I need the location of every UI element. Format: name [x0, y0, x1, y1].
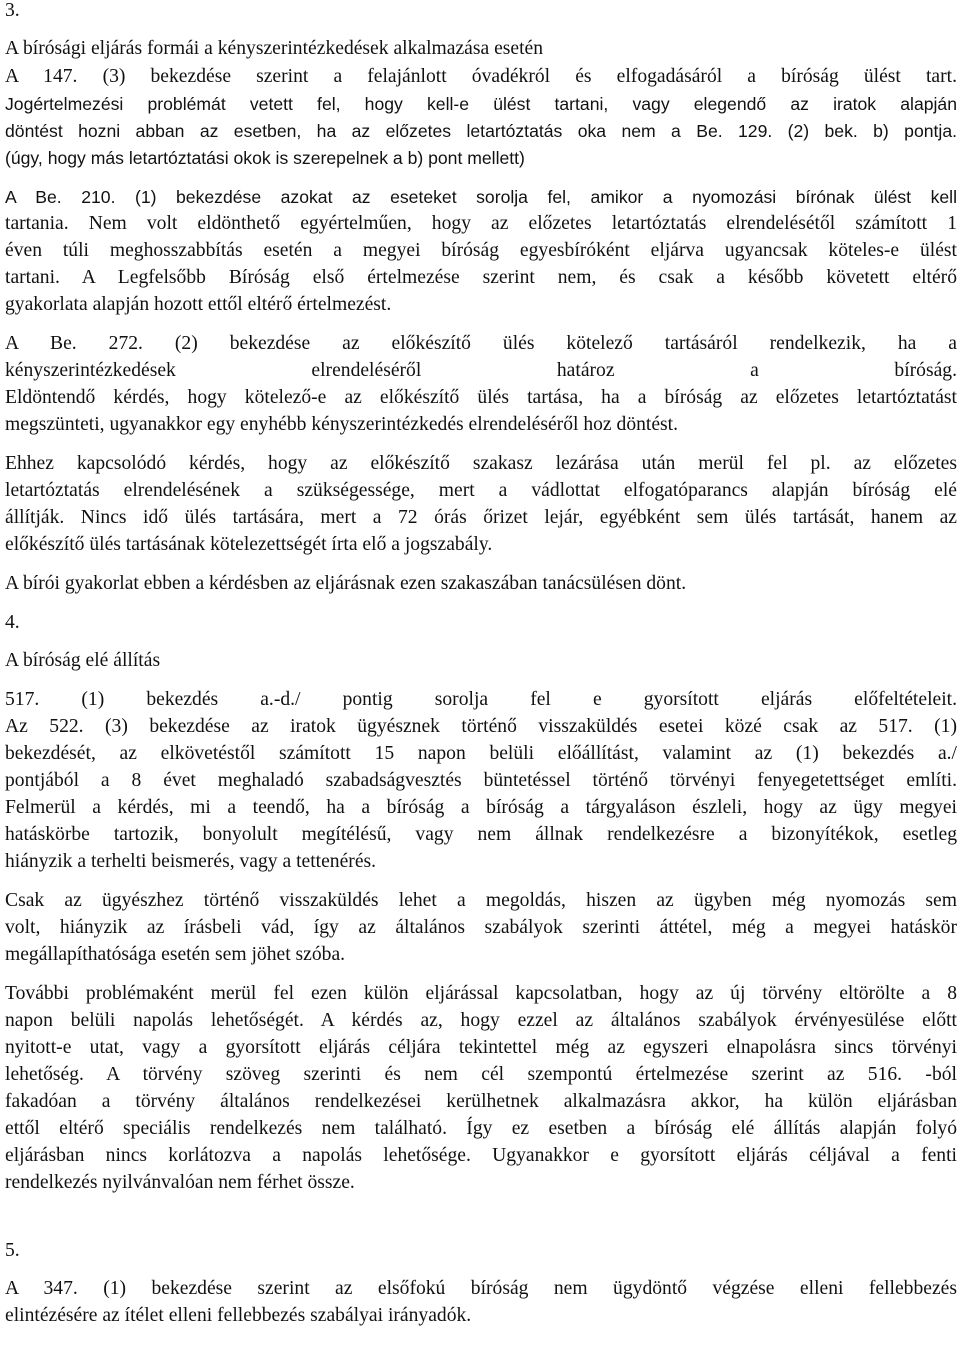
text-line: döntést hozni abban az esetben, ha az előzetes letartóztatás oka nem a Be. 129. (2) bek. b) pontja. — [5, 121, 957, 141]
text-line: állítják. Nincs idő ülés tartására, mert a 72 órás őrizet lejár, egyébként sem ülés tartását, hanem az — [5, 507, 957, 528]
section-4-heading: A bíróság elé állítás — [5, 650, 161, 671]
text-line: (úgy, hogy más letartóztatási okok is szerepelnek a b) pont mellett) — [5, 148, 525, 168]
text-line: tartania. Nem volt eldönthető egyértelműen, hogy az előzetes letartóztatás elrendelésétől számított 1 — [5, 213, 957, 234]
text-line: pontjából a 8 évet meghaladó szabadságvesztés büntetéssel történő törvényi fenyegetettséget említi. — [5, 770, 957, 791]
text-line: hatáskörbe tartozik, bonyolult megítélésű, vagy nem állnak rendelkezésre a bizonyítékok, esetleg — [5, 824, 957, 845]
text-line: bekezdését, az elkövetéstől számított 15 napon belüli előállítást, valamint az (1) bekezdés a./ — [5, 743, 957, 764]
text-line: Eldöntendő kérdés, hogy kötelező-e az előkészítő ülés tartása, ha a bíróság az előzetes letartóztatást — [5, 387, 957, 408]
text-line: Csak az ügyészhez történő visszaküldés lehet a megoldás, hiszen az ügyben még nyomozás sem — [5, 890, 957, 911]
text-line: rendelkezés nyilvánvalóan nem férhet össze. — [5, 1172, 355, 1193]
text-line: További problémaként merül fel ezen külön eljárással kapcsolatban, hogy az új törvény eltörölte a 8 — [5, 983, 957, 1004]
text-line: eljárásban nincs korlátozva a napolás lehetősége. Ugyanakkor e gyorsított eljárás céljával a fenti — [5, 1145, 957, 1166]
text-line: A Be. 210. (1) bekezdése azokat az eseteket sorolja fel, amikor a nyomozási bírónak ülést kell — [5, 187, 957, 207]
text-line: hiányzik a terhelti beismerés, vagy a tettenérés. — [5, 851, 377, 872]
text-line: napon belüli napolás lehetőségét. A kérdés az, hogy ezzel az általános szabályok érvényesülése előtt — [5, 1010, 957, 1031]
text-line: volt, hiányzik az írásbeli vád, így az általános szabályok szerinti áttétel, még a megyei hatáskör — [5, 917, 957, 938]
text-line: lehetőség. A törvény szöveg szerinti és nem cél szempontú értelmezése szerint az 516. -ból — [5, 1064, 957, 1085]
section-3-number: 3. — [5, 0, 20, 21]
text-line: 517. (1) bekezdés a.-d./ pontig sorolja fel e gyorsított eljárás előfeltételeit. — [5, 689, 957, 710]
text-line: gyakorlata alapján hozott ettől eltérő értelmezést. — [5, 294, 392, 315]
text-line: megszünteti, ugyanakkor egy enyhébb kényszerintézkedés elrendeléséről hoz döntést. — [5, 414, 679, 435]
text-line: éven túli meghosszabbítás esetén a megyei bíróság egyesbíróként eljárva ugyancsak köteles-e ülést — [5, 240, 957, 261]
text-line: megállapíthatósága esetén sem jöhet szóba. — [5, 944, 346, 965]
section-4-number: 4. — [5, 612, 20, 633]
text-line: tartani. A Legfelsőbb Bíróság első értelmezése szerint nem, és csak a később követett eltérő — [5, 267, 957, 288]
text-line: elintézésére az ítélet elleni fellebbezés szabályai irányadók. — [5, 1305, 472, 1326]
text-line: kényszerintézkedések elrendeléséről határoz a bíróság. — [5, 360, 957, 381]
text-line: A Be. 272. (2) bekezdése az előkészítő ülés kötelező tartásáról rendelkezik, ha a — [5, 333, 957, 354]
text-line: letartóztatás elrendelésének a szükségessége, mert a vádlottat elfogatóparancs alapján bíróság elé — [5, 480, 957, 501]
section-5-number: 5. — [5, 1240, 20, 1261]
text-line: A bírói gyakorlat ebben a kérdésben az eljárásnak ezen szakaszában tanácsülésen dönt. — [5, 573, 687, 594]
text-line: A 147. (3) bekezdése szerint a felajánlott óvadékról és elfogadásáról a bíróság ülést tart. — [5, 66, 957, 87]
section-3-heading: A bírósági eljárás formái a kényszerintézkedések alkalmazása esetén — [5, 38, 544, 59]
text-line: Ehhez kapcsolódó kérdés, hogy az előkészítő szakasz lezárása után merül fel pl. az előzetes — [5, 453, 957, 474]
text-line: Felmerül a kérdés, mi a teendő, ha a bíróság a bíróság a tárgyaláson észleli, hogy az ügy megyei — [5, 797, 957, 818]
text-line: előkészítő ülés tartásának kötelezettségét írta elő a jogszabály. — [5, 534, 493, 555]
text-line: nyitott-e utat, vagy a gyorsított eljárás céljára tekintettel még az egyszeri elnapolásra sincs törvényi — [5, 1037, 957, 1058]
text-line: Jogértelmezési problémát vetett fel, hogy kell-e ülést tartani, vagy elegendő az iratok alapján — [5, 94, 957, 114]
text-line: ettől eltérő speciális rendelkezés nem található. Így ez esetben a bíróság elé állítás alapján folyó — [5, 1118, 957, 1139]
text-line: A 347. (1) bekezdése szerint az elsőfokú bíróság nem ügydöntő végzése elleni fellebbezés — [5, 1278, 957, 1299]
text-line: Az 522. (3) bekezdése az iratok ügyésznek történő visszaküldés esetei közé csak az 517. (1) — [5, 716, 957, 737]
text-line: fakadóan a törvény általános rendelkezései kerülhetnek alkalmazásra akkor, ha külön eljárásban — [5, 1091, 957, 1112]
